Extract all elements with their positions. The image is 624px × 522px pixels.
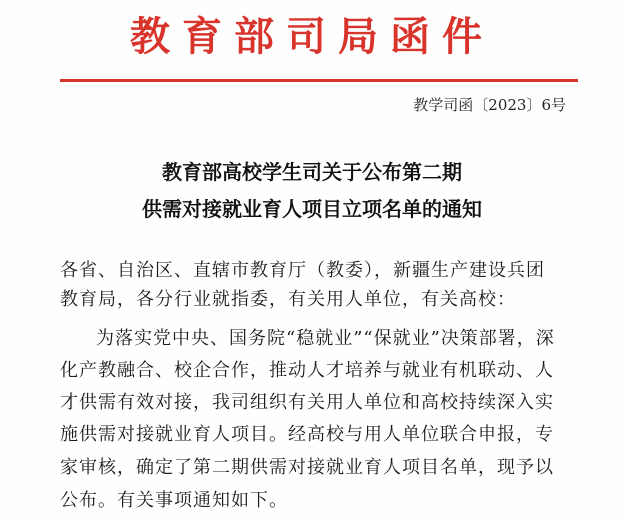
body-line: 公布。有关事项通知如下。: [60, 490, 288, 511]
body-line: 各省、自治区、直辖市教育厅（教委），新疆生产建设兵团: [60, 260, 545, 281]
body-line: 才供需有效对接，我司组织有关用人单位和高校持续深入实: [60, 392, 554, 413]
red-divider-line: [60, 79, 578, 82]
body-line: 家审核，确定了第二期供需对接就业育人项目名单，现予以: [60, 457, 554, 478]
document-number: 教学司函〔2023〕6号: [413, 96, 566, 114]
body-line: 为落实党中央、国务院“稳就业”“保就业”决策部署，深: [96, 328, 555, 349]
body-line: 施供需对接就业育人项目。经高校与用人单位联合申报，专: [60, 424, 554, 445]
letterhead-title: 教育部司局函件: [130, 13, 494, 60]
body-line: 教育局，各分行业就指委，有关用人单位，有关高校：: [60, 289, 516, 310]
notice-title-line-1: 教育部高校学生司关于公布第二期: [162, 160, 462, 184]
body-line: 化产教融合、校企合作，推动人才培养与就业有机联动、人: [60, 360, 554, 381]
notice-title-line-2: 供需对接就业育人项目立项名单的通知: [142, 197, 482, 221]
